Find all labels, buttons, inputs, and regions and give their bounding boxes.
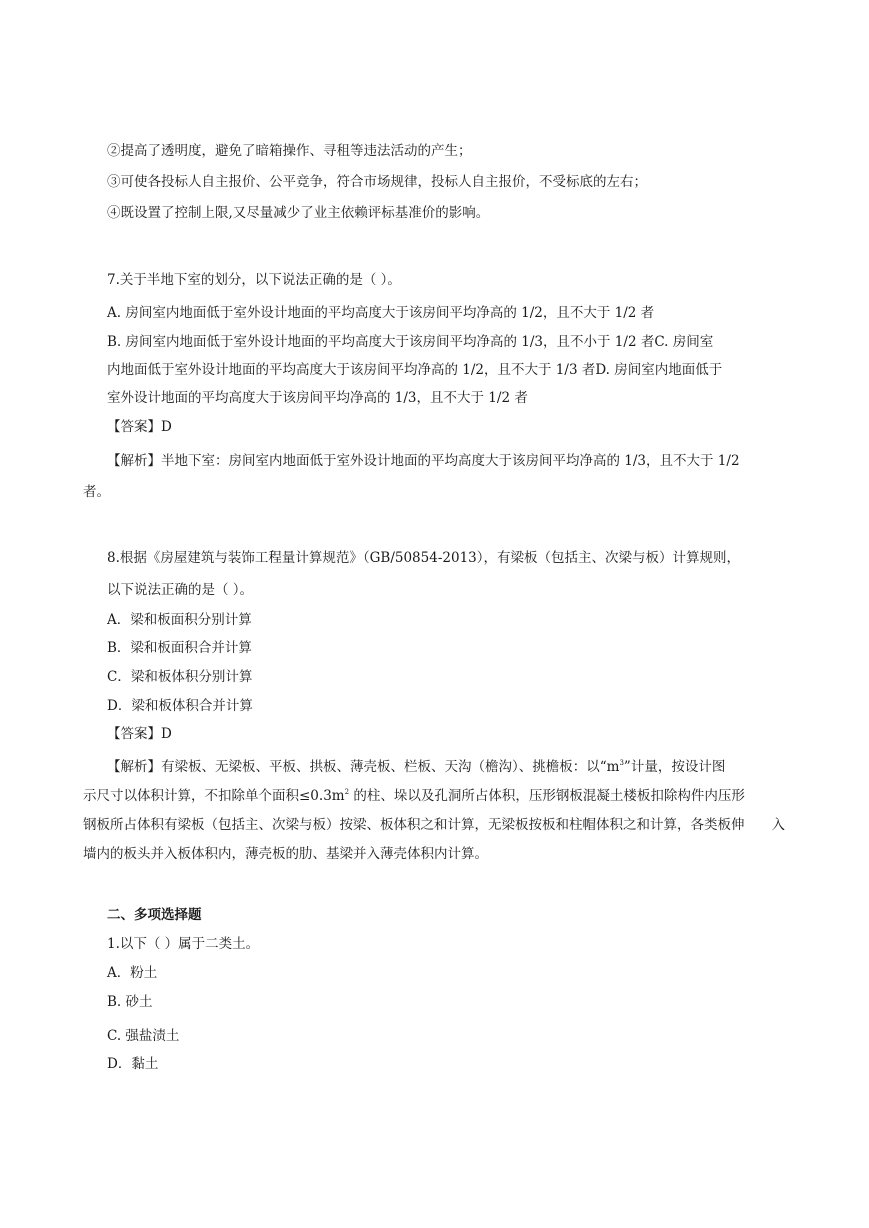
- question-8-analysis-line-1: [107, 758, 725, 776]
- square-superscript: 2: [344, 788, 350, 796]
- analysis-text-a: 【解析】有梁板、无梁板、平板、拱板、薄壳板、栏板、天沟（檐沟）、挑檐板：以“m: [107, 759, 620, 775]
- question-8-option-c: C．梁和板体积分别计算: [107, 669, 253, 685]
- question-7-analysis-line-2: 者。: [83, 484, 110, 500]
- section-heading-multiple-choice: 二、多项选择题: [107, 907, 202, 923]
- question-7-line-1: A. 房间室内地面低于室外设计地面的平均高度大于该房间平均净高的 1/2，且不大于 1/2 者: [107, 305, 655, 321]
- analysis-text-2a: 示尺寸以体积计算，不扣除单个面积≤0.3m: [83, 788, 345, 804]
- paragraph-advantage-4: ④既设置了控制上限,又尽量减少了业主依赖评标基准价的影响。: [107, 205, 490, 221]
- question-8-option-b: B．梁和板面积合并计算: [107, 640, 252, 656]
- question-7-line-3: 内地面低于室外设计地面的平均高度大于该房间平均净高的 1/2，且不大于 1/3 者D. 房间室内地面低于: [107, 362, 723, 378]
- section2-option-a: A．粉土: [107, 965, 158, 981]
- question-8-analysis-line-3: 钢板所占体积有梁板（包括主、次梁与板）按梁、板体积之和计算，无梁板按板和柱帽体积之和计算，各类板伸 入: [83, 817, 785, 833]
- question-7-analysis-line-1: 【解析】半地下室：房间室内地面低于室外设计地面的平均高度大于该房间平均净高的 1/3，且不大于 1/2: [107, 453, 740, 469]
- section2-question-1-stem: 1.以下（ ）属于二类土。: [107, 936, 260, 952]
- paragraph-advantage-3: ③可使各投标人自主报价、公平竞争，符合市场规律，投标人自主报价，不受标底的左右；: [107, 174, 647, 190]
- question-8-analysis-line-2: [83, 787, 745, 805]
- section2-option-d: D．黏土: [107, 1056, 159, 1072]
- cubic-superscript: 3: [619, 759, 624, 767]
- question-7-line-2: B. 房间室内地面低于室外设计地面的平均高度大于该房间平均净高的 1/3，且不小于 1/2 者C. 房间室: [107, 334, 714, 350]
- question-7-answer: 【答案】D: [107, 419, 172, 435]
- question-8-stem-line-1: 8.根据《房屋建筑与装饰工程量计算规范》（GB/50854-2013），有梁板（包括主、次梁与板）计算规则，: [107, 550, 740, 566]
- question-8-analysis-line-4: 墙内的板头并入板体积内，薄壳板的肋、基梁并入薄壳体积内计算。: [83, 846, 488, 862]
- question-8-stem-line-2: 以下说法正确的是（ ）。: [107, 582, 254, 598]
- section2-option-c: C. 强盐渍土: [107, 1028, 180, 1044]
- question-7-stem: 7.关于半地下室的划分，以下说法正确的是（ ）。: [107, 272, 401, 288]
- question-8-answer: 【答案】D: [107, 726, 172, 742]
- paragraph-advantage-2: ②提高了透明度，避免了暗箱操作、寻租等违法活动的产生；: [107, 143, 472, 159]
- analysis-text-b: ”计量，按设计图: [623, 759, 726, 775]
- section2-option-b: B. 砂土: [107, 994, 153, 1010]
- question-8-option-a: A．梁和板面积分别计算: [107, 612, 252, 628]
- question-7-line-4: 室外设计地面的平均高度大于该房间平均净高的 1/3，且不大于 1/2 者: [107, 390, 528, 406]
- analysis-text-2b: 的柱、垛以及孔洞所占体积，压形钢板混凝土楼板扣除构件内压形: [349, 788, 745, 804]
- question-8-option-d: D．梁和板体积合并计算: [107, 698, 253, 714]
